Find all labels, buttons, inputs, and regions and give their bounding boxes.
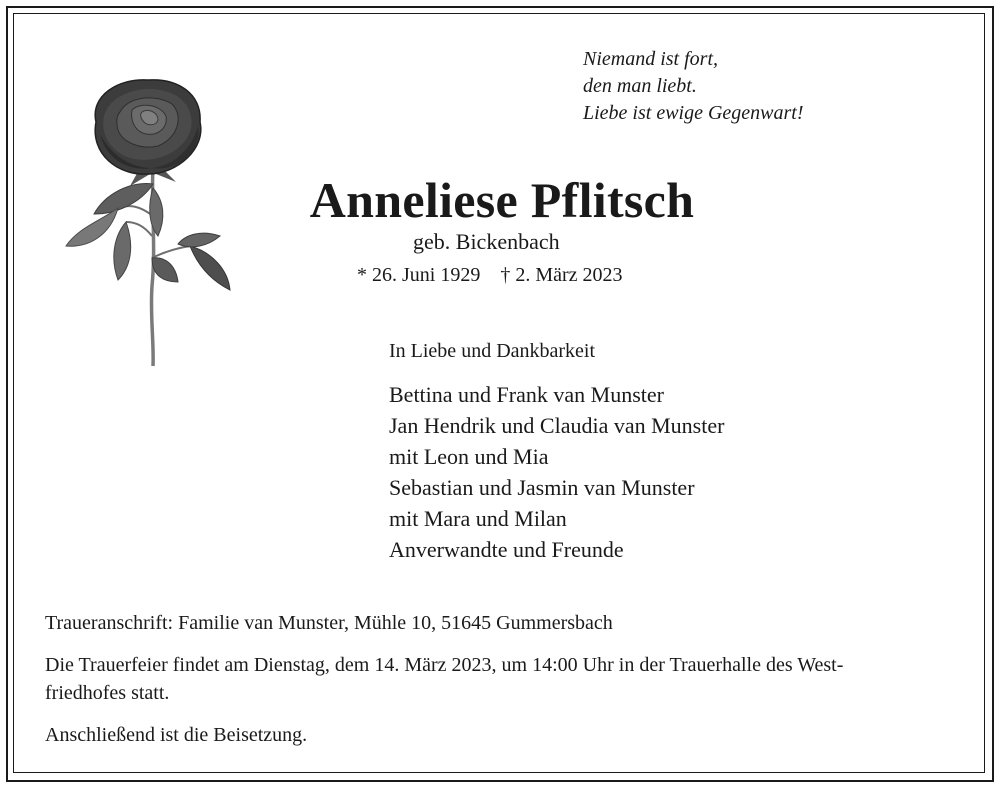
quote-line: Niemand ist fort, <box>583 48 719 70</box>
mourner-line: mit Mara und Milan <box>389 506 567 531</box>
mourners-list <box>389 379 724 565</box>
mourner-line: Bettina und Frank van Munster <box>389 382 664 407</box>
memorial-quote <box>583 46 804 127</box>
mourning-address: Traueranschrift: Familie van Munster, Mühle 10, 51645 Gummersbach <box>45 612 613 634</box>
deceased-name-text: Anneliese Pflitsch <box>309 172 695 228</box>
maiden-name: geb. Bickenbach <box>413 229 560 254</box>
mourner-line: Sebastian und Jasmin van Munster <box>389 475 695 500</box>
quote-line: den man liebt. <box>583 75 697 97</box>
ceremony-line: friedhofes statt. <box>45 682 170 704</box>
quote-line: Liebe ist ewige Gegenwart! <box>583 102 804 124</box>
mourners-intro: In Liebe und Dankbarkeit <box>389 340 596 362</box>
mourner-line: Jan Hendrik und Claudia van Munster <box>389 413 725 438</box>
mourner-line: Anverwandte und Freunde <box>389 537 624 562</box>
burial-notice: Anschließend ist die Beisetzung. <box>45 724 308 746</box>
ceremony-notice <box>45 651 950 707</box>
death-date: † 2. März 2023 <box>500 264 623 286</box>
mourner-line: mit Leon und Mia <box>389 444 549 469</box>
birth-date: * 26. Juni 1929 <box>357 264 481 286</box>
deceased-name <box>0 168 1000 232</box>
life-dates <box>357 261 623 289</box>
ceremony-line: Die Trauerfeier findet am Dienstag, dem 14. März 2023, um 14:00 Uhr in der Trauerhalle des West- <box>45 654 844 676</box>
